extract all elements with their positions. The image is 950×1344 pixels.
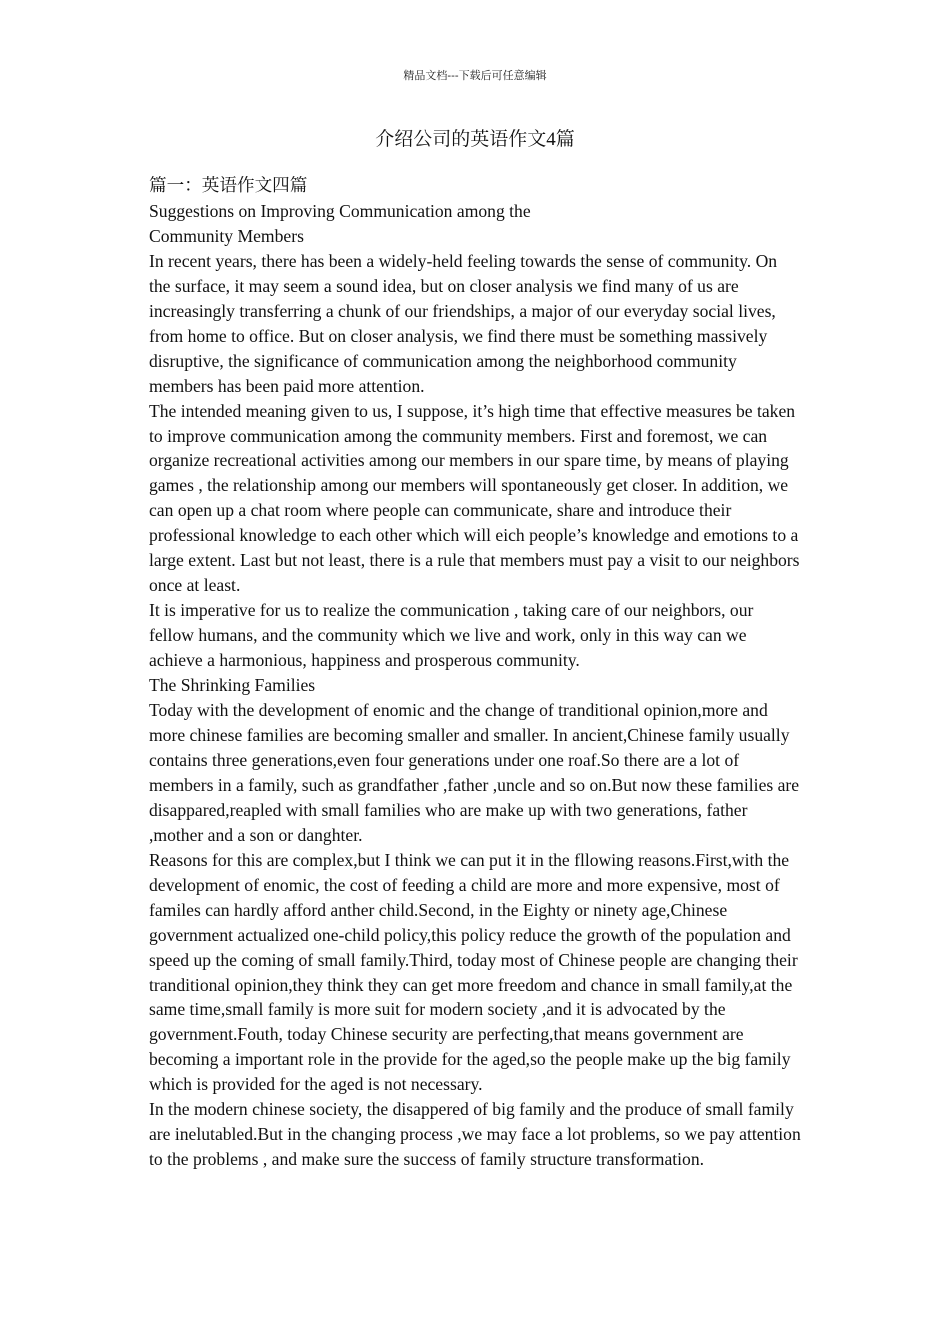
essay1-paragraph: The intended meaning given to us, I suppose, it’s high time that effective measures be taken to improve communication among the community members. First and foremost, we can organize recreational activities among our members in our spare time, by means of playing games , the relationship among our members will spontaneously get closer. In addition, we can open up a chat room where people can communicate, share and introduce their professional knowledge to each other which will eich people’s knowledge and emotions to a large extent. Last but not least, there is a rule that members must pay a visit to our neighbors once at least. <box>149 400 800 596</box>
essay2-title: The Shrinking Families <box>149 675 316 696</box>
essay2-paragraph: In the modern chinese society, the disappered of big family and the produce of small family are inelutabled.But in the changing process ,we may face a lot problems, so we pay attention to the problems , and make sure the success of family structure transformation. <box>149 1099 801 1170</box>
essay1-title-line2: Community Members <box>149 225 304 246</box>
document-title: 介绍公司的英语作文4篇 <box>375 129 575 150</box>
document-body <box>149 174 801 1172</box>
essay2-paragraph: Reasons for this are complex,but I think we can put it in the fllowing reasons.First,with the development of enomic, the cost of feeding a child are more and more expensive, most of familes can hardly afford anther child.Second, in the Eighty or ninety age,Chinese government actualized one-child policy,this policy reduce the growth of the population and speed up the coming of small family.Third, today most of Chinese people are changing their tranditional opinion,they think they can get more freedom and chance in small family,at the same time,small family is more suit for modern society ,and it is advocated by the government.Fouth, today Chinese security are perfecting,that means government are becoming a important role in the provide for the aged,so the people make up the big family which is provided for the aged is not necessary. <box>149 849 798 1095</box>
essay1-paragraph: It is imperative for us to realize the communication , taking care of our neighbors, our fellow humans, and the community which we live and work, only in this way can we achieve a harmonious, happiness and prosperous community. <box>149 600 754 671</box>
essay2-paragraph: Today with the development of enomic and the change of tranditional opinion,more and more chinese families are becoming smaller and smaller. In ancient,Chinese family usually contains three generations,even four generations under one roaf.So there are a lot of members in a family, such as grandfather ,father ,uncle and so on.But now these families are disappared,reapled with small families who are make up with two generations, father ,mother and a son or danghter. <box>149 700 800 845</box>
essay1-paragraph: In recent years, there has been a widely-held feeling towards the sense of community. On the surface, it may seem a sound idea, but on closer analysis we find many of us are increasingly transferring a chunk of our friendships, a major of our everyday social lives, from home to office. But on closer analysis, we find there must be something massively disruptive, the significance of communication among the neighborhood community members has been paid more attention. <box>149 250 778 396</box>
page-header: 精品文档---下载后可任意编辑 <box>403 69 547 82</box>
essay1-title-line1: Suggestions on Improving Communication among the <box>149 200 531 221</box>
section-heading: 篇一：英语作文四篇 <box>149 176 308 196</box>
